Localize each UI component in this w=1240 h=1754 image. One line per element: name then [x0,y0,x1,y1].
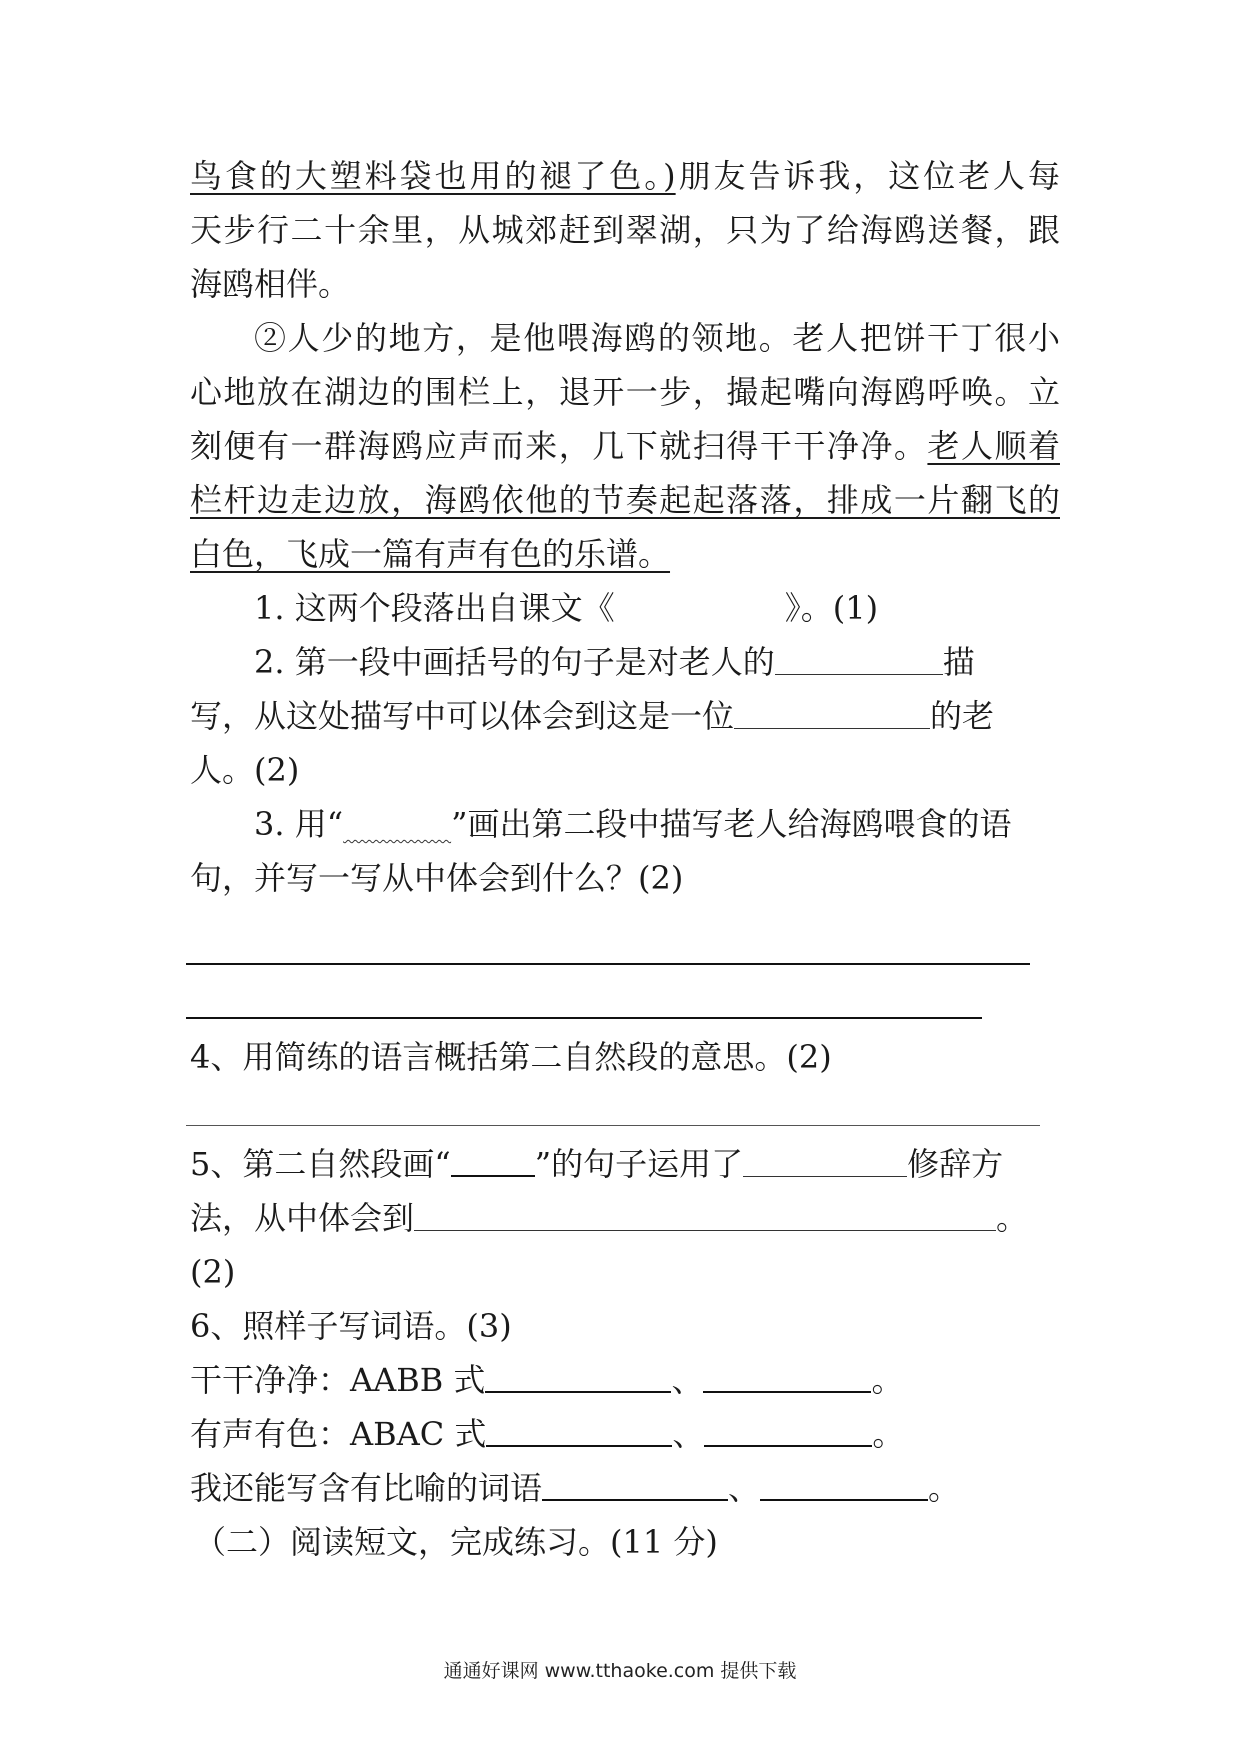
passage-p1-line1 [190,149,1060,203]
passage-p1-line3: 海鸥相伴。 [190,265,351,303]
answer-blank-old-man-trait[interactable] [734,698,930,729]
question-6-row-aabb [190,1353,903,1407]
answer-blank-rhetoric[interactable] [743,1146,907,1177]
question-2-line2 [190,689,994,743]
question-2-line3: 人。(2) [190,751,300,789]
question-text: 5、第二自然段画“ [190,1145,451,1183]
pattern-label: 干干净净：AABB 式 [190,1361,486,1399]
question-2-line1 [254,635,975,689]
answer-line-q3-2[interactable] [186,1017,982,1019]
question-text: 写，从这处描写中可以体会到这是一位 [190,697,735,735]
question-5-line1 [190,1137,1003,1191]
question-6-title: 6、照样子写词语。(3) [190,1307,512,1345]
question-4: 4、用简练的语言概括第二自然段的意思。(2) [190,1038,832,1076]
separator: 、 [671,1361,704,1399]
question-3-line1 [254,797,1011,851]
question-text: ”的句子运用了 [534,1145,744,1183]
separator: 、 [728,1469,761,1507]
bracketed-sentence-end: 鸟食的大塑料袋也用的褪了色。) [190,157,676,195]
period: 。 [928,1469,961,1507]
question-6-row-abac [190,1407,904,1461]
question-text: 描 [942,643,975,681]
underlined-sentence: 栏杆边走边放，海鸥依他的节奏起起落落，排成一片翻飞的 [190,481,1060,519]
answer-line-q3-1[interactable] [186,963,1030,965]
section-2-heading: （二）阅读短文，完成练习。(11 分) [194,1523,718,1561]
period: 。 [871,1361,904,1399]
underlined-sentence-end: 白色，飞成一篇有声有色的乐谱。 [190,535,671,573]
answer-blank-meaning[interactable] [414,1200,996,1231]
question-text: 法，从中体会到 [190,1199,415,1237]
answer-line-q4[interactable] [186,1125,1040,1126]
question-text: 1. 这两个段落出自课文《 [254,589,615,627]
underlined-sentence-start: 老人顺着 [927,427,1060,465]
pattern-label: 我还能写含有比喻的词语 [190,1469,543,1507]
answer-blank-abac-2[interactable] [704,1415,872,1447]
question-1 [254,581,878,635]
question-text: 修辞方 [907,1145,1004,1183]
answer-blank-metaphor-2[interactable] [760,1469,928,1501]
passage-p2-line3 [190,419,1060,473]
answer-blank-aabb-1[interactable] [485,1361,671,1393]
question-text: 的老 [930,697,995,735]
passage-p2-line4 [190,473,1060,527]
question-3-line2: 句，并写一写从中体会到什么？(2) [190,859,684,897]
passage-p2-line5 [190,527,670,581]
question-text: 3. 用“ [254,805,344,843]
passage-p1-line2: 天步行二十余里，从城郊赶到翠湖，只为了给海鸥送餐，跟 [190,211,1060,249]
pattern-label: 有声有色：ABAC 式 [190,1415,487,1453]
underline-sample [451,1145,535,1177]
passage-text: 朋友告诉我，这位老人每 [675,157,1060,195]
wavy-underline-sample [343,805,451,843]
answer-blank-aabb-2[interactable] [703,1361,871,1393]
separator: 、 [672,1415,705,1453]
passage-p2-line1: ②人少的地方，是他喂海鸥的领地。老人把饼干丁很小 [254,319,1060,357]
question-6-row-metaphor [190,1461,960,1515]
passage-text: 刻便有一群海鸥应声而来，几下就扫得干干净净。 [190,427,928,465]
question-text: ”画出第二段中描写老人给海鸥喂食的语 [451,805,1012,843]
question-5-line2 [190,1191,1028,1245]
question-5-score: (2) [190,1253,236,1291]
period: 。 [872,1415,905,1453]
question-text: 2. 第一段中画括号的句子是对老人的 [254,643,775,681]
answer-blank-abac-1[interactable] [486,1415,672,1447]
question-text: 。 [996,1199,1029,1237]
question-score: 》。(1) [784,589,879,627]
answer-blank-description-type[interactable] [775,644,943,675]
answer-blank-metaphor-1[interactable] [542,1469,728,1501]
passage-p2-line2: 心地放在湖边的围栏上，退开一步，撮起嘴向海鸥呼唤。立 [190,373,1060,411]
footer-watermark: 通通好课网 www.tthaoke.com 提供下载 [443,1660,797,1682]
